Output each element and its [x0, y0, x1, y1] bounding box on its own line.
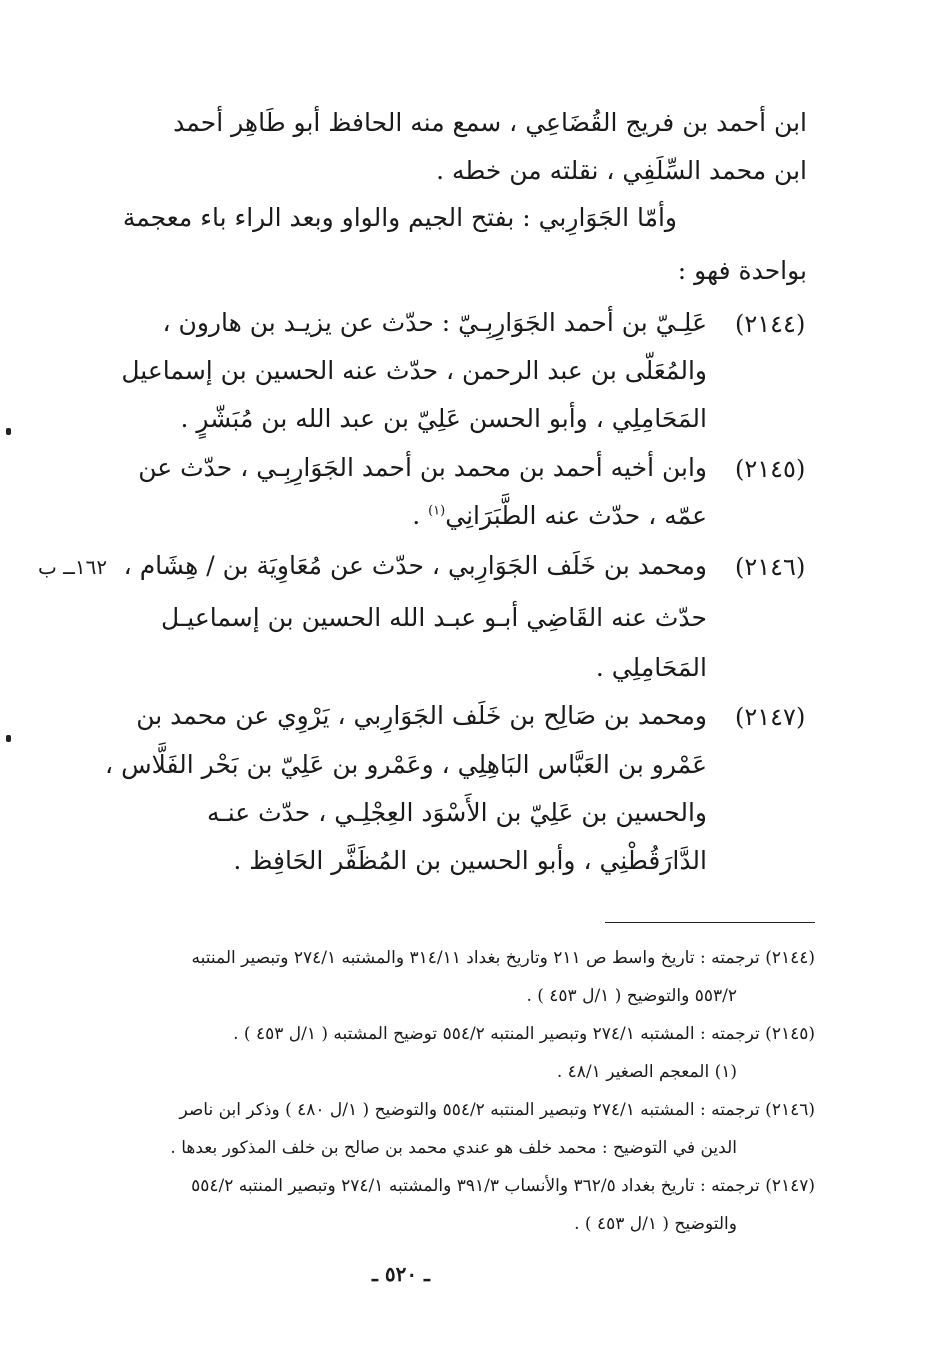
- entry-number-2145: (٢١٤٥): [735, 455, 806, 483]
- entry-2147-line-3: والحسين بن عَلِيّ بن الأَسْوَد العِجْلِـي ، حدّث عنـه: [207, 798, 707, 827]
- entry-2145-line-1: وابن أخيه أحمد بن محمد بن أحمد الجَوَارِبِـي ، حدّث عن: [138, 453, 707, 482]
- entry-2145-line-2-end: .: [412, 501, 429, 530]
- intro-line-1: ابن أحمد بن فريج القُضَاعِي ، سمع منه الحافظ أبو طَاهِر أحمد: [173, 108, 807, 137]
- entry-2144-line-1: عَلِـيّ بن أحمد الجَوَارِبِـيّ : حدّث عن يزيـد بن هارون ،: [162, 308, 707, 337]
- footnote-2145: (٢١٤٥) ترجمته : المشتبه ٢٧٤/١ وتبصير المنتبه ٥٥٤/٢ توضيح المشتبه ( ١/ل ٤٥٣ ) .: [233, 1024, 815, 1044]
- entry-2146-line-1: ومحمد بن خَلَف الجَوَارِبي ، حدّث عن مُعَاوِيَة بن / هِشَام ،: [123, 551, 707, 580]
- footnote-2144-line-2: ٥٥٣/٢ والتوضيح ( ١/ل ٤٥٣ ) .: [526, 986, 737, 1006]
- footnote-1: (١) المعجم الصغير ٤٨/١ .: [556, 1062, 737, 1082]
- page-number: ـ ٥٢٠ ـ: [372, 1262, 430, 1286]
- entry-2145-line-2-text: عمّه ، حدّث عنه الطَّبَرَانِي: [445, 501, 707, 530]
- entry-2147-line-1: ومحمد بن صَالِح بن خَلَف الجَوَارِبي ، يَرْوِي عن محمد بن: [136, 701, 707, 730]
- scan-mark: [6, 428, 11, 435]
- footnote-2147-line-2: والتوضيح ( ١/ل ٤٥٣ ) .: [574, 1214, 737, 1234]
- footnote-ref-1: (١): [428, 503, 446, 519]
- entry-2146-line-3: المَحَامِلِي .: [595, 653, 707, 682]
- section-heading-line-1: وأمّا الجَوَارِبي : بفتح الجيم والواو وبعد الراء باء معجمة: [122, 203, 677, 232]
- entry-2146-line-2: حدّث عنه القَاضِي أبـو عبـد الله الحسين بن إسماعيـل: [161, 603, 707, 632]
- entry-2144-line-2: والمُعَلّى بن عبد الرحمن ، حدّث عنه الحسين بن إسماعيل: [121, 356, 707, 385]
- intro-line-2: ابن محمد السِّلَفِي ، نقلته من خطه .: [436, 156, 807, 185]
- section-heading-line-2: بواحدة فهو :: [677, 256, 807, 285]
- entry-2145-line-2: [412, 503, 707, 528]
- footnote-separator: [605, 922, 815, 923]
- footnote-2146-line-2: الدين في التوضيح : محمد خلف هو عندي محمد بن صالح بن خلف المذكور بعدها .: [170, 1138, 737, 1158]
- entry-number-2144: (٢١٤٤): [735, 310, 806, 338]
- footnote-2144-line-1: (٢١٤٤) ترجمته : تاريخ واسط ص ٢١١ وتاريخ بغداد ٣١٤/١١ والمشتبه ٢٧٤/١ وتبصير المنتبه: [191, 948, 815, 968]
- entry-number-2147: (٢١٤٧): [735, 703, 806, 731]
- entry-2144-line-3: المَحَامِلِي ، وأبو الحسن عَلِيّ بن عبد الله بن مُبَشّرٍ .: [180, 404, 707, 433]
- footnote-2147-line-1: (٢١٤٧) ترجمته : تاريخ بغداد ٣٦٢/٥ والأنساب ٣٩١/٣ والمشتبه ٢٧٤/١ وتبصير المنتبه ٥٥٤/٢: [191, 1176, 815, 1196]
- footnote-2146-line-1: (٢١٤٦) ترجمته : المشتبه ٢٧٤/١ وتبصير المنتبه ٥٥٤/٢ والتوضيح ( ١/ل ٤٨٠ ) وذكر ابن ناصر: [179, 1100, 815, 1120]
- entry-number-2146: (٢١٤٦): [735, 553, 806, 581]
- entry-2147-line-2: عَمْرو بن العَبَّاس البَاهِلِي ، وعَمْرو بن عَلِيّ بن بَحْر الفَلَّاس ،: [105, 750, 707, 779]
- entry-2147-line-4: الدَّارَقُطْنِي ، وأبو الحسين بن المُظَفَّر الحَافِظ .: [233, 846, 707, 875]
- scan-mark: [6, 735, 11, 742]
- manuscript-folio-note: ١٦٢ــ ب: [38, 555, 108, 579]
